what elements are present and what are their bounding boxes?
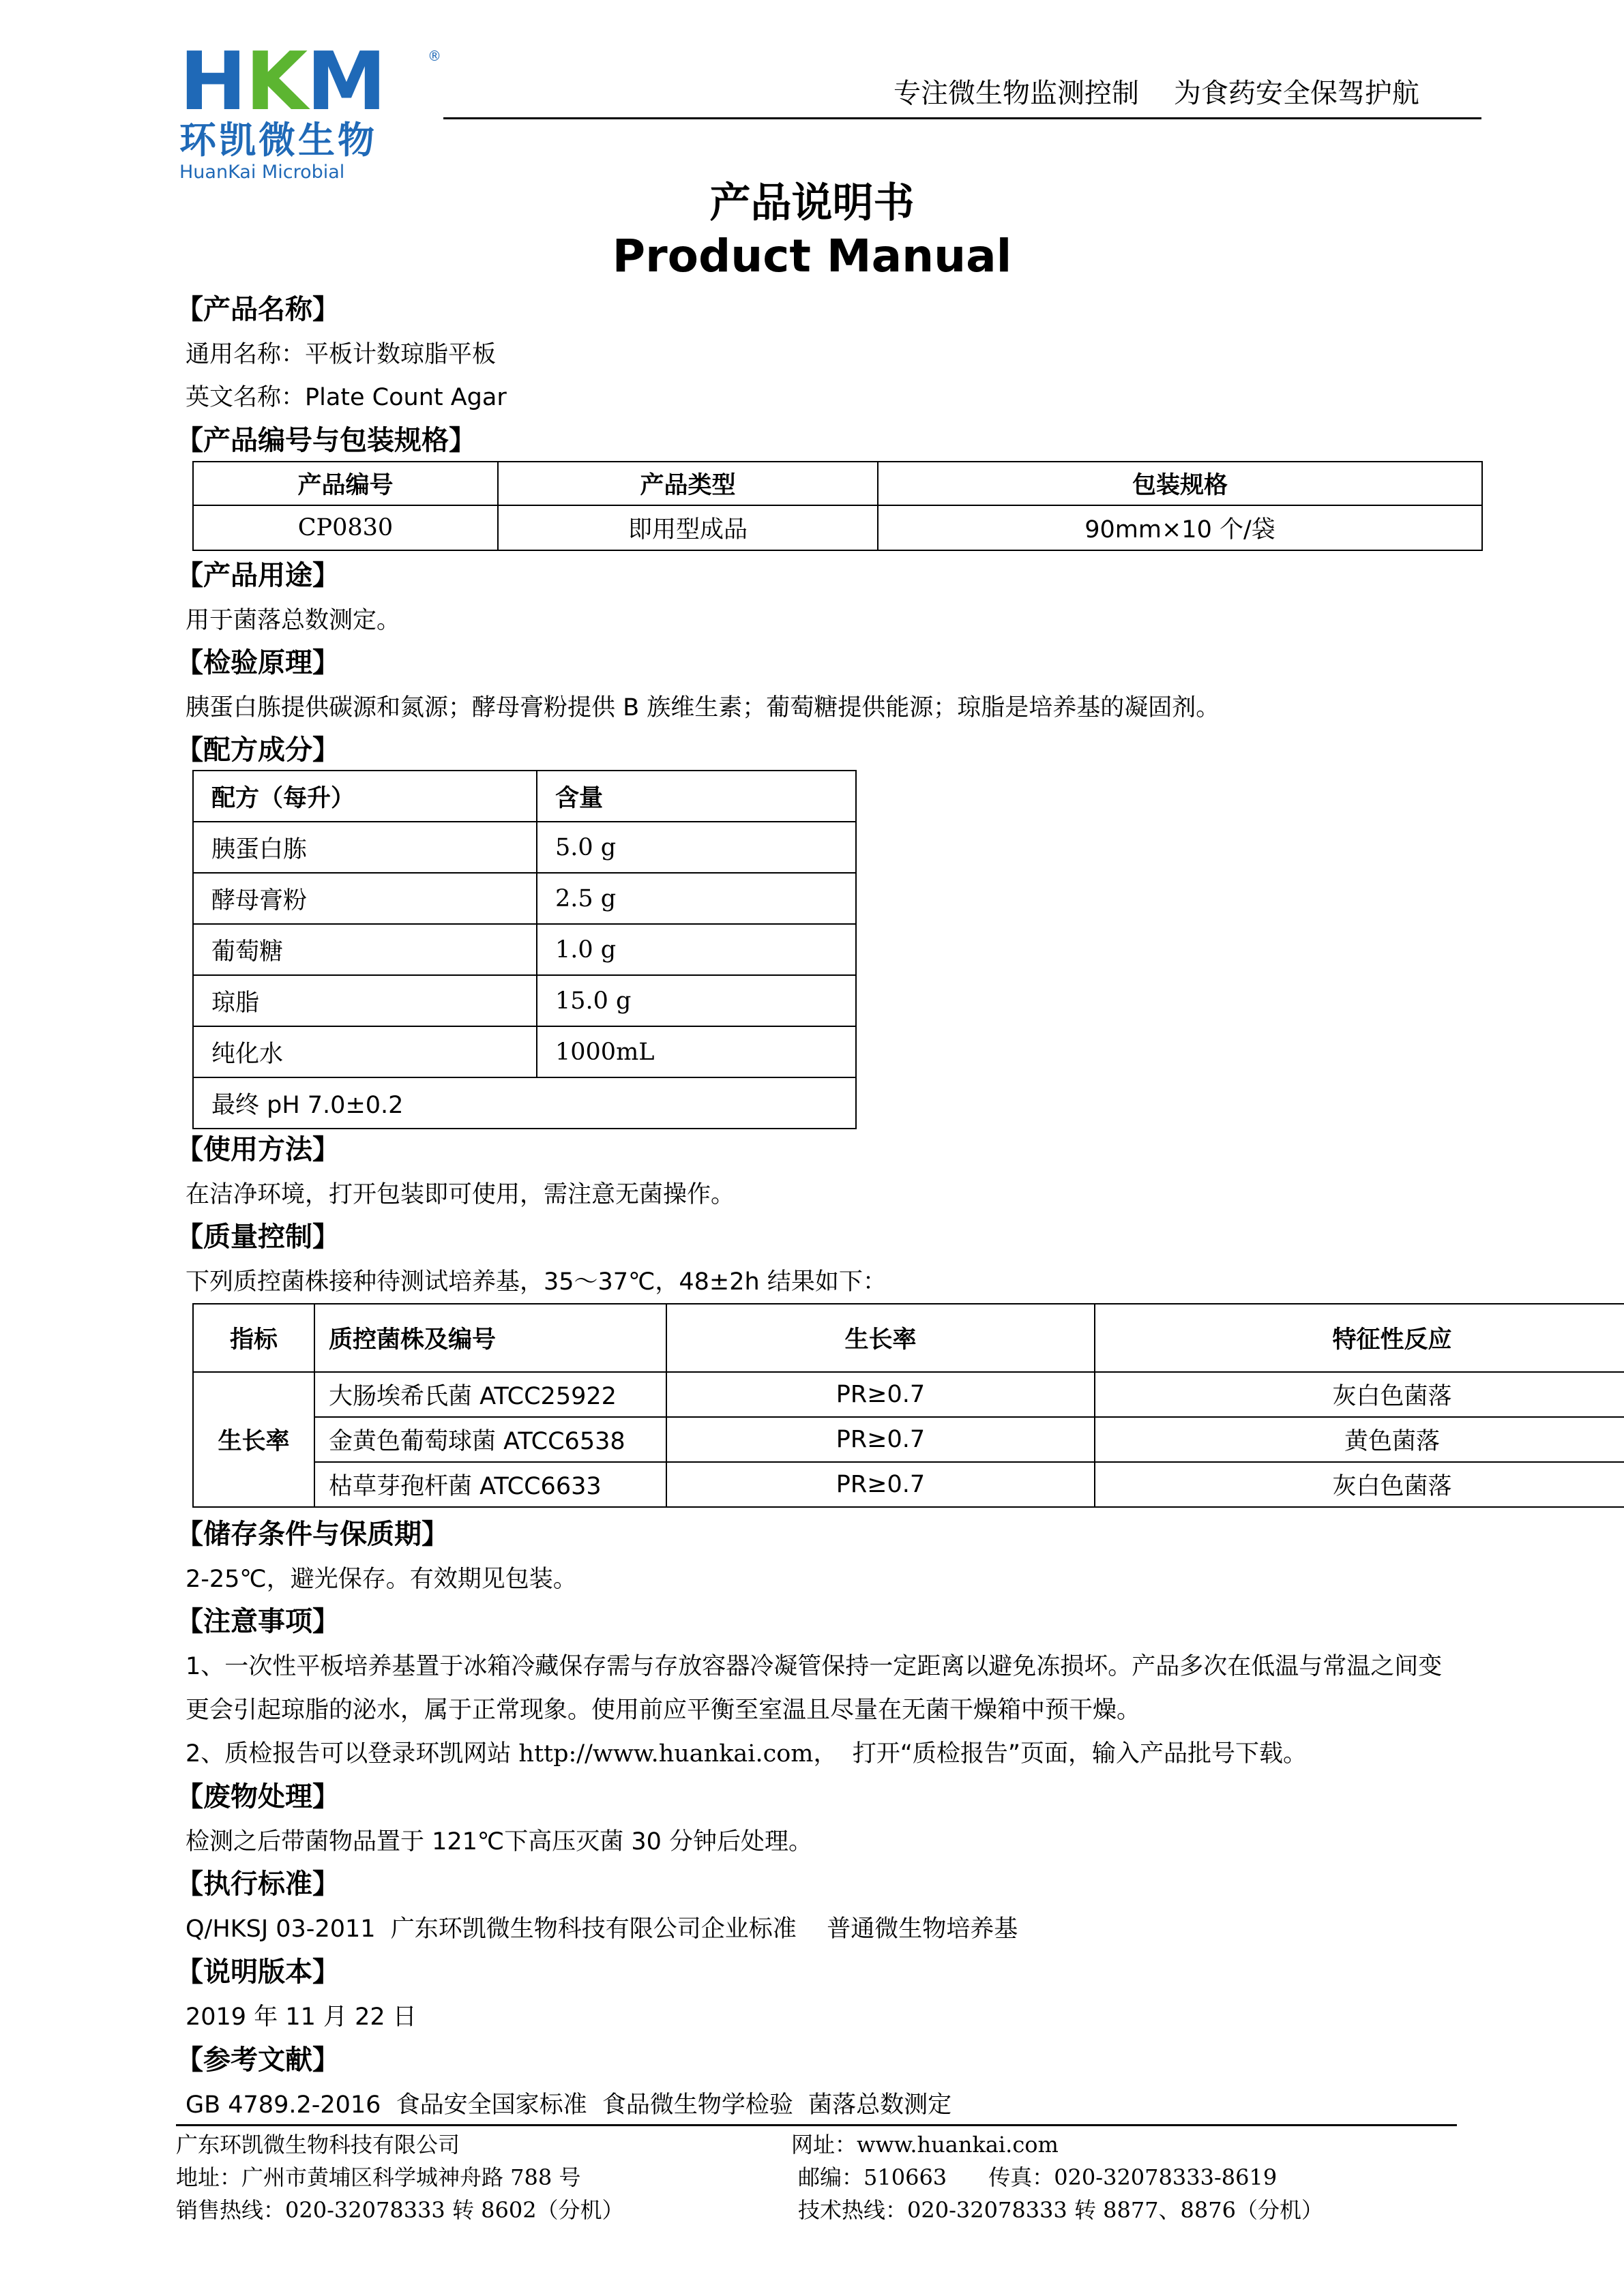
method-text: 在洁净环境，打开包装即可使用，需注意无菌操作。 [186, 1181, 735, 1208]
column-header: 产品编号 [193, 462, 498, 505]
column-header: 含量 [537, 771, 856, 822]
column-header: 质控菌株及编号 [314, 1304, 666, 1372]
website-link[interactable]: http://www.huankai.com， [518, 1740, 838, 1768]
header-divider [443, 117, 1481, 119]
note-line-3-prefix: 2、质检报告可以登录环凯网站 [186, 1740, 519, 1768]
product-code: CP0830 [193, 505, 498, 550]
amount: 15.0 g [537, 975, 856, 1026]
footer-tech-hotline: 技术热线：020-32078333 转 8877、8876（分机） [798, 2197, 1323, 2223]
section-heading-notes: 【注意事项】 [176, 1606, 340, 1637]
quality-intro: 下列质控菌株接种待测试培养基，35～37℃，48±2h 结果如下： [186, 1268, 887, 1296]
table-row [193, 873, 856, 924]
note-line-2: 更会引起琼脂的泌水，属于正常现象。使用前应平衡至室温且尽量在无菌干燥箱中预干燥。 [186, 1697, 1141, 1724]
section-heading-method: 【使用方法】 [176, 1134, 340, 1165]
footer-sales-hotline: 销售热线：020-32078333 转 8602（分机） [176, 2197, 624, 2223]
usage-text: 用于菌落总数测定。 [186, 607, 401, 634]
reaction: 黄色菌落 [1095, 1417, 1624, 1462]
amount: 1000mL [537, 1026, 856, 1077]
table-row [193, 505, 1482, 550]
section-heading-formula: 【配方成分】 [176, 734, 340, 766]
strain: 大肠埃希氏菌 ATCC25922 [314, 1372, 666, 1417]
document-title-cn: 产品说明书 [709, 179, 915, 227]
amount: 2.5 g [537, 873, 856, 924]
section-heading-usage: 【产品用途】 [176, 560, 340, 591]
company-logo [174, 34, 443, 183]
header-slogan: 专注微生物监测控制 为食药安全保驾护航 [894, 78, 1419, 109]
footer-postal-fax: 邮编：510663 传真：020-32078333-8619 [798, 2164, 1278, 2190]
table-row [193, 1077, 856, 1129]
references-text: GB 4789.2-2016 食品安全国家标准 食品微生物学检验 菌落总数测定 [186, 2091, 952, 2119]
ingredient: 纯化水 [193, 1026, 537, 1077]
storage-text: 2-25℃，避光保存。有效期见包装。 [186, 1566, 577, 1593]
section-heading-storage: 【储存条件与保质期】 [176, 1519, 449, 1550]
table-row [193, 1417, 1624, 1462]
section-heading-quality: 【质量控制】 [176, 1221, 340, 1253]
column-header: 配方（每升） [193, 771, 537, 822]
table-header-row [193, 1304, 1624, 1372]
amount: 5.0 g [537, 822, 856, 873]
note-line-3 [186, 1738, 1307, 1770]
column-header: 产品类型 [498, 462, 878, 505]
footer-address: 地址：广州市黄埔区科学城神舟路 788 号 [176, 2164, 581, 2190]
indicator-cell: 生长率 [193, 1372, 314, 1507]
document-title-en: Product Manual [612, 230, 1012, 282]
version-date: 2019 年 11 月 22 日 [186, 2003, 417, 2031]
section-heading-packaging: 【产品编号与包装规格】 [176, 425, 476, 456]
reaction: 灰白色菌落 [1095, 1462, 1624, 1507]
logo-mark: HKM [179, 34, 385, 128]
logo-chinese-name: 环凯微生物 [179, 119, 377, 162]
strain: 金黄色葡萄球菌 ATCC6538 [314, 1417, 666, 1462]
package-spec: 90mm×10 个/袋 [878, 505, 1482, 550]
growth-rate: PR≥0.7 [666, 1417, 1095, 1462]
standard-text: Q/HKSJ 03-2011 广东环凯微生物科技有限公司企业标准 普通微生物培养基 [186, 1915, 1018, 1943]
footer-website[interactable]: 网址：www.huankai.com [791, 2132, 1059, 2158]
table-row [193, 1462, 1624, 1507]
growth-rate: PR≥0.7 [666, 1372, 1095, 1417]
logo-english-name: HuanKai Microbial [179, 162, 345, 183]
growth-rate: PR≥0.7 [666, 1462, 1095, 1507]
footer-divider [176, 2124, 1457, 2126]
section-heading-product-name: 【产品名称】 [176, 294, 340, 325]
table-header-row [193, 462, 1482, 505]
table-row [193, 975, 856, 1026]
table-header-row [193, 771, 856, 822]
quality-control-table [192, 1303, 1624, 1508]
table-row [193, 822, 856, 873]
formula-table [192, 770, 857, 1129]
common-name: 通用名称：平板计数琼脂平板 [186, 341, 497, 368]
ingredient: 胰蛋白胨 [193, 822, 537, 873]
table-row [193, 1372, 1624, 1417]
section-heading-principle: 【检验原理】 [176, 647, 340, 679]
english-name: 英文名称：Plate Count Agar [186, 384, 507, 411]
principle-text: 胰蛋白胨提供碳源和氮源；酵母膏粉提供 B 族维生素；葡萄糖提供能源；琼脂是培养基的凝固剂。 [186, 694, 1220, 721]
section-heading-version: 【说明版本】 [176, 1956, 340, 1988]
reaction: 灰白色菌落 [1095, 1372, 1624, 1417]
column-header: 生长率 [666, 1304, 1095, 1372]
ingredient: 酵母膏粉 [193, 873, 537, 924]
footer-company: 广东环凯微生物科技有限公司 [176, 2132, 460, 2158]
column-header: 包装规格 [878, 462, 1482, 505]
note-line-3-suffix: 打开“质检报告”页面，输入产品批号下载。 [837, 1740, 1307, 1768]
final-ph: 最终 pH 7.0±0.2 [193, 1077, 856, 1129]
product-type: 即用型成品 [498, 505, 878, 550]
ingredient: 葡萄糖 [193, 924, 537, 975]
section-heading-standard: 【执行标准】 [176, 1868, 340, 1900]
note-line-1: 1、一次性平板培养基置于冰箱冷藏保存需与存放容器冷凝管保持一定距离以避免冻损坏。产品多次在低温与常温之间变 [186, 1653, 1443, 1680]
column-header: 特征性反应 [1095, 1304, 1624, 1372]
disposal-text: 检测之后带菌物品置于 121℃下高压灭菌 30 分钟后处理。 [186, 1828, 813, 1855]
packaging-table [192, 461, 1483, 551]
registered-mark: ® [428, 48, 441, 64]
amount: 1.0 g [537, 924, 856, 975]
table-row [193, 924, 856, 975]
ingredient: 琼脂 [193, 975, 537, 1026]
section-heading-references: 【参考文献】 [176, 2044, 340, 2076]
section-heading-disposal: 【废物处理】 [176, 1781, 340, 1813]
column-header: 指标 [193, 1304, 314, 1372]
strain: 枯草芽孢杆菌 ATCC6633 [314, 1462, 666, 1507]
table-row [193, 1026, 856, 1077]
